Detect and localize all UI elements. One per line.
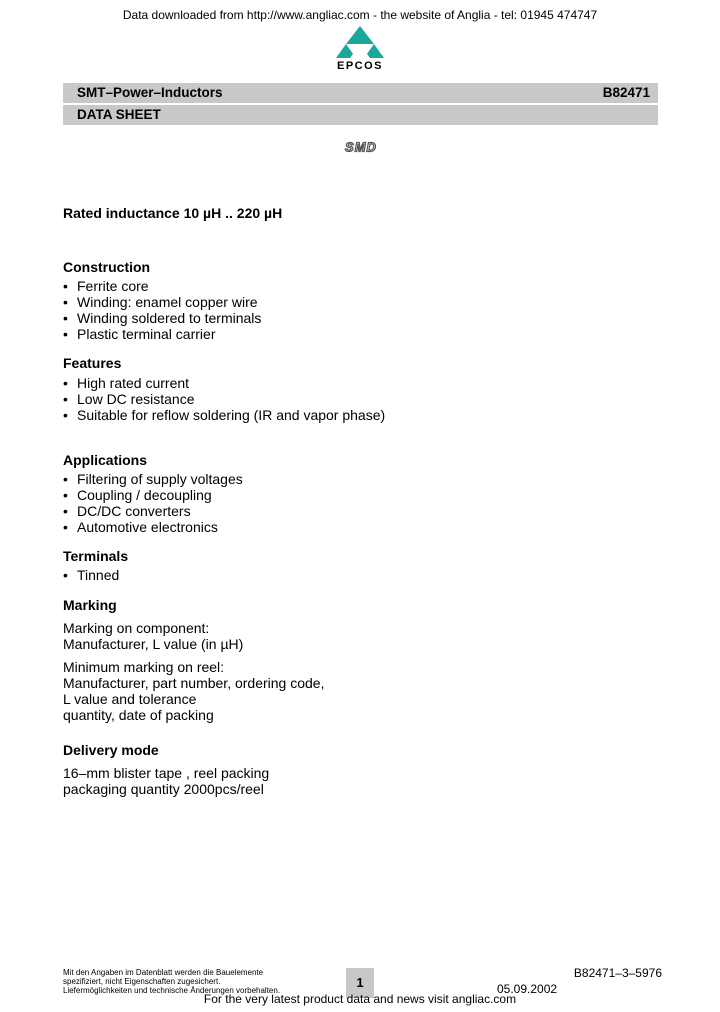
marking-reel — [63, 659, 324, 723]
doctype-band — [63, 105, 658, 125]
text-line: Manufacturer, part number, ordering code, — [63, 675, 325, 691]
legal-note — [63, 968, 280, 995]
footer-link-note: For the very latest product data and news visit angliac.com — [203, 992, 517, 1006]
construction-heading: Construction — [63, 259, 151, 275]
applications-heading: Applications — [63, 452, 148, 468]
list-item: • Ferrite core — [63, 278, 261, 294]
list-item: • Low DC resistance — [63, 391, 385, 407]
list-item: • Coupling / decoupling — [63, 487, 243, 503]
construction-list — [63, 278, 261, 342]
download-note: Data downloaded from http://www.angliac.com - the website of Anglia - tel: 01945 474747 — [122, 8, 598, 22]
text-line: 16–mm blister tape , reel packing — [63, 765, 270, 781]
list-item: • Winding soldered to terminals — [63, 310, 261, 326]
text-line: packaging quantity 2000pcs/reel — [63, 781, 264, 797]
text-line: spezifiziert, nicht Eigenschaften zugesichert. — [63, 977, 221, 986]
document-date: 05.09.2002 — [497, 982, 558, 996]
text-line: Mit den Angaben im Datenblatt werden die Bauelemente — [63, 968, 264, 977]
delivery-text — [63, 765, 269, 797]
list-item: • Winding: enamel copper wire — [63, 294, 261, 310]
rated-inductance: Rated inductance 10 µH .. 220 µH — [63, 205, 283, 221]
marking-heading: Marking — [63, 597, 117, 613]
terminals-heading: Terminals — [63, 548, 129, 564]
list-item: • Tinned — [63, 567, 119, 583]
text-line: Manufacturer, L value (in µH) — [63, 636, 244, 652]
list-item: • Suitable for reflow soldering (IR and vapor phase) — [63, 407, 385, 423]
text-line: Liefermöglichkeiten und technische Änderungen vorbehalten. — [63, 986, 281, 995]
logo-wordmark: EPCOS — [336, 60, 383, 72]
document-code: B82471–3–5976 — [573, 966, 662, 980]
smd-badge-icon — [326, 140, 396, 154]
text-line: Marking on component: — [63, 620, 210, 636]
delivery-heading: Delivery mode — [63, 742, 159, 758]
product-line: SMT–Power–Inductors — [77, 85, 223, 100]
text-line: Minimum marking on reel: — [63, 659, 225, 675]
applications-list — [63, 471, 243, 535]
list-item: • DC/DC converters — [63, 503, 243, 519]
part-number: B82471 — [602, 85, 650, 100]
list-item: • High rated current — [63, 375, 385, 391]
doc-type: DATA SHEET — [77, 107, 161, 122]
text-line: L value and tolerance — [63, 691, 197, 707]
list-item: • Automotive electronics — [63, 519, 243, 535]
list-item: • Plastic terminal carrier — [63, 326, 261, 342]
page-number: 1 — [346, 968, 374, 998]
marking-component — [63, 620, 243, 652]
features-list — [63, 375, 385, 423]
list-item: • Filtering of supply voltages — [63, 471, 243, 487]
terminals-list — [63, 567, 119, 583]
title-band — [63, 83, 658, 103]
features-heading: Features — [63, 355, 122, 371]
text-line: quantity, date of packing — [63, 707, 214, 723]
smd-badge-text: SMD — [345, 140, 377, 154]
